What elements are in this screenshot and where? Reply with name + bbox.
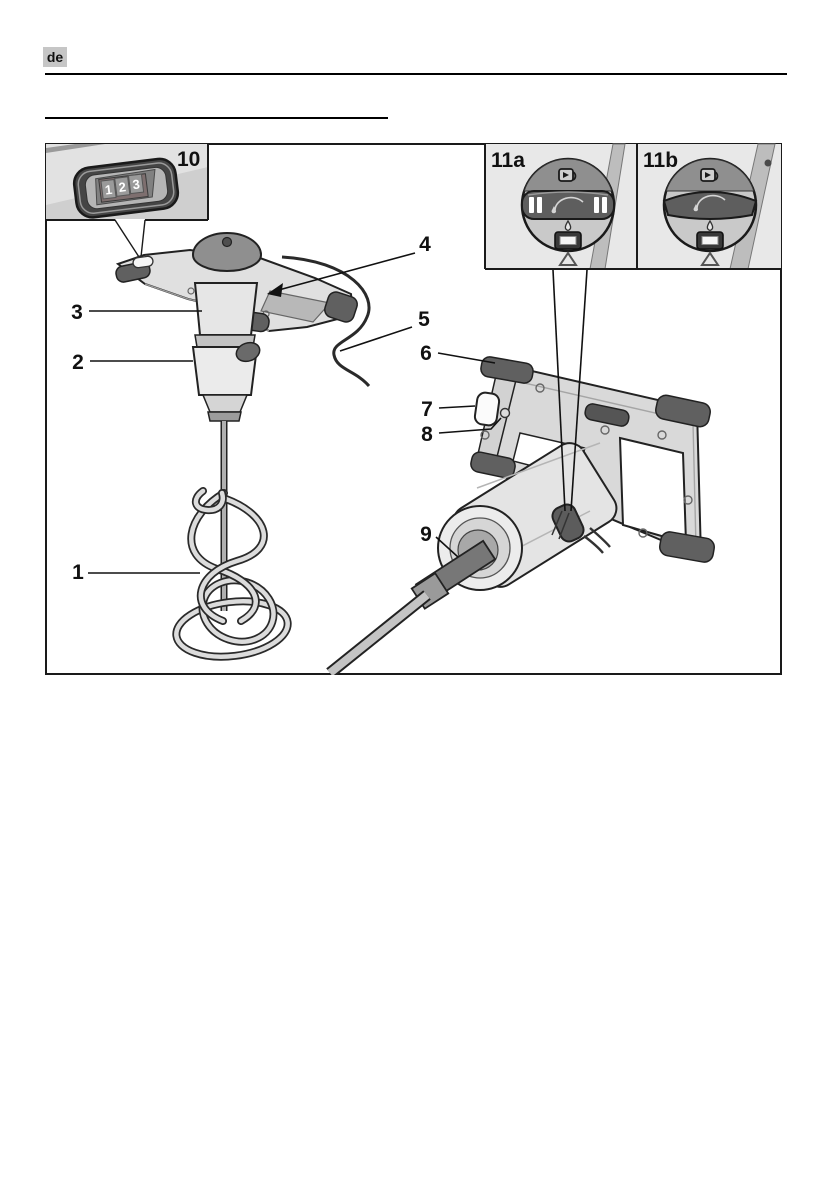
figure-canvas bbox=[45, 143, 782, 675]
language-badge: de bbox=[43, 47, 67, 67]
motor-housing bbox=[195, 283, 257, 335]
inset-dial-position-b bbox=[637, 144, 781, 269]
gear-selector bbox=[72, 157, 179, 219]
tool-holder bbox=[203, 395, 247, 412]
lock-button bbox=[474, 392, 500, 427]
callout-label-10: 10 bbox=[177, 148, 201, 171]
callout-label-6: 6 bbox=[420, 342, 432, 365]
callout-label-2: 2 bbox=[72, 351, 84, 374]
container-icon bbox=[701, 169, 717, 181]
section-heading-rule bbox=[45, 117, 388, 119]
selector-digit-3: 3 bbox=[131, 176, 141, 193]
screw-8 bbox=[501, 409, 510, 418]
frame-opening bbox=[620, 438, 686, 543]
callout-label-3: 3 bbox=[71, 301, 83, 324]
inset-dial-position-a bbox=[485, 144, 637, 269]
callout-label-1: 1 bbox=[72, 561, 84, 584]
selector-digit-1: 1 bbox=[104, 181, 114, 198]
callout-label-7: 7 bbox=[421, 398, 433, 421]
overview-figure bbox=[45, 143, 782, 675]
container-icon bbox=[559, 169, 575, 181]
callout-label-11b: 11b bbox=[643, 149, 679, 172]
callout-label-11a: 11a bbox=[491, 149, 525, 172]
inset-gear-selector bbox=[46, 144, 208, 220]
callout-label-4: 4 bbox=[419, 233, 431, 256]
dial-band bbox=[522, 191, 614, 219]
callout-label-8: 8 bbox=[421, 423, 433, 446]
selector-digit-2: 2 bbox=[117, 179, 127, 195]
callout-label-9: 9 bbox=[420, 523, 432, 546]
header-rule bbox=[45, 73, 787, 75]
callout-label-5: 5 bbox=[418, 308, 430, 331]
